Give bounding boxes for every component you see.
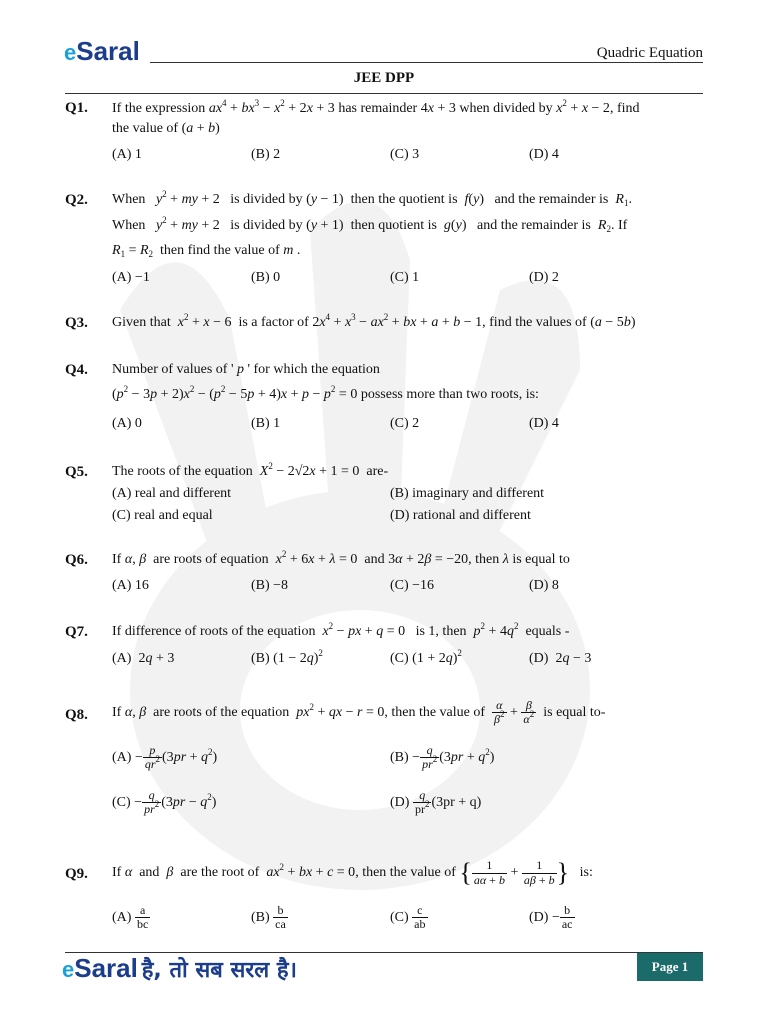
question-text: If α, β are roots of equation $x^2 + 6x + \lambda = 0$ and 3α + 2β = −20, then λ is equal to [112,549,570,567]
question-text: Number of values of ' p ' for which the equation [112,362,380,377]
option-a: (A) 16 [112,578,149,593]
question-number: Q9. [65,866,88,882]
option-c: (C) $(1 + 2q)^2$ [390,648,462,666]
footer-logo: eSaral है, तो सब सरल है। [62,953,297,983]
section-title: Quadric Equation [596,45,703,61]
question-number: Q4. [65,362,88,378]
footer-tagline: है, तो सब सरल है। [141,958,297,983]
question-number: Q3. [65,315,88,331]
option-d: (D) 8 [529,578,559,593]
option-a: (A) 2q + 3 [112,651,175,666]
option-a: (A) −1 [112,270,150,285]
option-a: (A) 1 [112,147,142,162]
option-b: (B) $\frac{b}{ca}$ [251,903,286,932]
option-d: (D) 4 [529,147,559,162]
header-rule [150,62,703,63]
option-d: (D) 2q − 3 [529,651,592,666]
title-rule [65,93,703,94]
question-text: The roots of the equation $X^2 - 2√2x + 1 = 0$ are- [112,461,389,479]
option-c: (C) $\frac{c}{ab}$ [390,903,426,932]
option-d: (D) $\frac{q}{pr^2}$ (3pr + q) [390,788,482,817]
question-text: $(p^2 - 3p + 2)x^2 - (p^2 - 5p + 4)x + p - p^2 = 0$ possess more than two roots, is: [112,384,539,402]
option-b: (B) 2 [251,147,281,162]
option-b: (B) 0 [251,270,281,285]
option-c: (C) − $\frac{q}{pr^2}$ $(3pr - q^2)$ [112,788,217,817]
question-number: Q2. [65,192,88,208]
question-number: Q8. [65,707,88,723]
question-text: If α and β are the root of $ax^2$ + bx + c = 0, then the value of { $\frac{1}{a\alpha + b}$ + $\frac{1}{a\beta + b}$ } is: [112,858,593,887]
option-b: (B) imaginary and different [390,486,545,501]
option-c: (C) real and equal [112,508,213,523]
question-text: Given that $x^2 + x - 6$ is a factor of $2x^4 + x^3 - ax^2$ + bx + a + b − 1, find the values of (a − 5b) [112,312,636,330]
option-d: (D) 4 [529,416,559,431]
question-text: $R_1 = R_2$ then find the value of m . [112,243,301,259]
question-text: the value of (a + b) [112,121,220,136]
page-number: Page 1 [637,953,703,981]
option-d: (D) − $\frac{b}{ac}$ [529,903,573,932]
option-b: (B) −8 [251,578,289,593]
question-text: If the expression $ax^4 + bx^3 - x^2 + 2x + 3$ has remainder 4x + 3 when divided by $x^2 + x - 2$, find [112,98,640,116]
question-text: When $y^2$ + my + 2 is divided by (y − 1) then the quotient is f(y) and the remainder is $R_1$. [112,189,632,208]
question-text: If difference of roots of the equation $x^2$ − px + q = 0 is 1, then $p^2 + 4q^2$ equals - [112,621,570,639]
option-b: (B) 1 [251,416,281,431]
question-text: If α, β are roots of the equation $px^2$ + qx − r = 0, then the value of $\frac{\alpha}{\beta^2}$ + $\frac{\beta}{\alpha^2}$ is equal to- [112,698,606,727]
option-c: (C) 2 [390,416,420,431]
option-b: (B) − $\frac{q}{pr^2}$ $(3pr + q^2)$ [390,743,495,772]
question-number: Q7. [65,624,88,640]
question-number: Q1. [65,100,88,116]
option-a: (A) $\frac{a}{bc}$ [112,903,149,932]
option-b: (B) $(1 - 2q)^2$ [251,648,323,666]
question-text: When $y^2$ + my + 2 is divided by (y + 1) then quotient is g(y) and the remainder is $R_2$. If [112,215,628,234]
esaral-logo: eSaral [64,36,140,66]
option-d: (D) rational and different [390,508,531,523]
option-d: (D) 2 [529,270,559,285]
document-title: JEE DPP [353,70,415,86]
option-c: (C) −16 [390,578,435,593]
question-number: Q6. [65,552,88,568]
option-a: (A) − $\frac{p}{qr^2}$ $(3pr + q^2)$ [112,743,218,772]
option-c: (C) 3 [390,147,420,162]
watermark-logo [60,170,660,890]
option-a: (A) 0 [112,416,142,431]
question-number: Q5. [65,464,88,480]
option-c: (C) 1 [390,270,420,285]
option-a: (A) real and different [112,486,232,501]
